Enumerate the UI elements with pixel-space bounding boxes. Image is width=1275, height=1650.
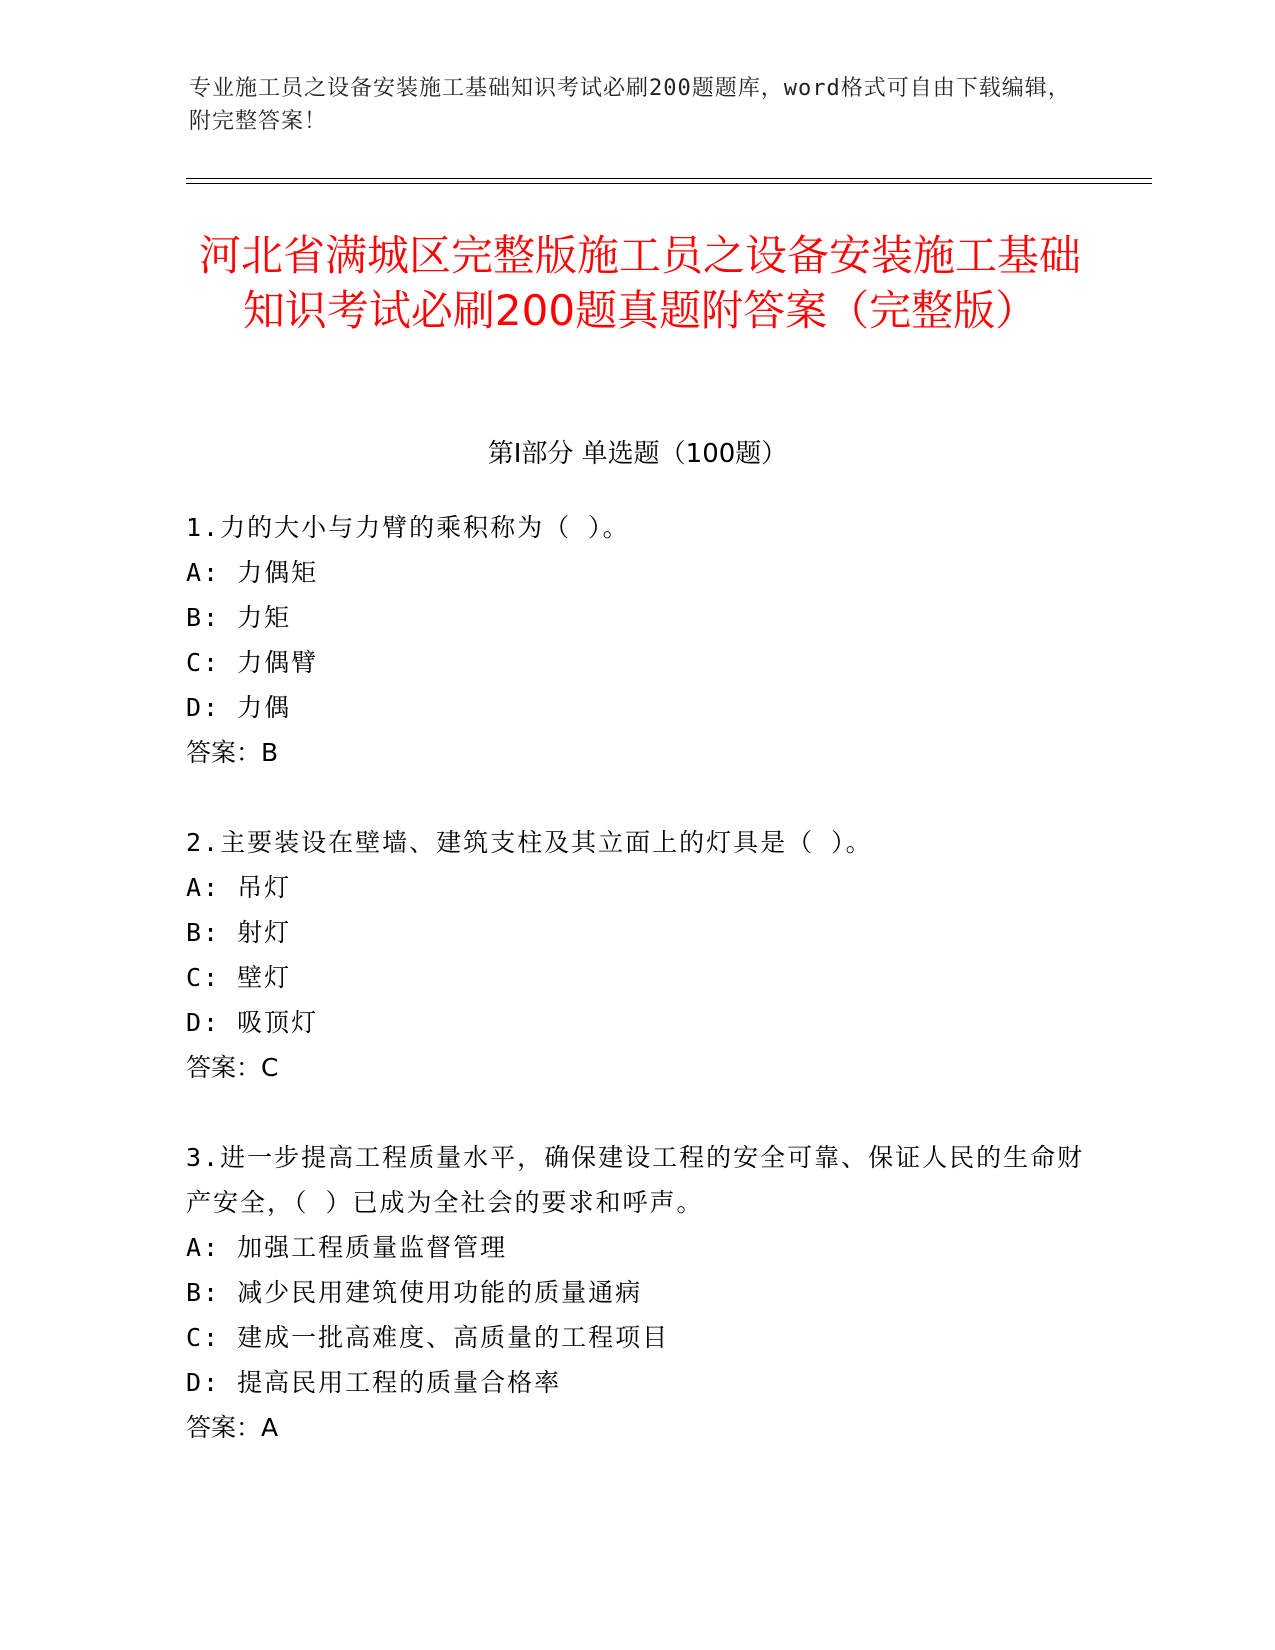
answer: 答案：C <box>186 1053 279 1082</box>
option-b: B: 射灯 <box>186 918 292 947</box>
option-d: D: 力偶 <box>186 693 292 722</box>
option-a: A: 加强工程质量监督管理 <box>186 1233 508 1262</box>
option-a: A: 吊灯 <box>186 873 292 902</box>
header-note: 专业施工员之设备安装施工基础知识考试必刷200题题库，word格式可自由下载编辑，附完整答案！ <box>189 76 1071 134</box>
option-c: C: 建成一批高难度、高质量的工程项目 <box>186 1323 670 1352</box>
question-2 <box>186 820 1086 1090</box>
question-stem: 2.主要装设在壁墙、建筑支柱及其立面上的灯具是（ ）。 <box>186 828 873 857</box>
option-d: D: 提高民用工程的质量合格率 <box>186 1368 562 1397</box>
section-heading: 第Ⅰ部分 单选题（100题） <box>487 439 788 469</box>
question-3 <box>186 1135 1086 1450</box>
question-stem: 1.力的大小与力臂的乘积称为（ ）。 <box>186 513 630 542</box>
answer: 答案：B <box>186 738 279 767</box>
option-d: D: 吸顶灯 <box>186 1008 319 1037</box>
question-1 <box>186 505 1086 775</box>
option-b: B: 力矩 <box>186 603 292 632</box>
document-title: 河北省满城区完整版施工员之设备安装施工基础知识考试必刷200题真题附答案（完整版） <box>198 231 1081 335</box>
option-b: B: 减少民用建筑使用功能的质量通病 <box>186 1278 643 1307</box>
answer: 答案：A <box>186 1413 279 1442</box>
header-divider-top <box>186 178 1152 179</box>
option-c: C: 壁灯 <box>186 963 292 992</box>
question-stem: 3.进一步提高工程质量水平，确保建设工程的安全可靠、保证人民的生命财产安全，（ ）已成为全社会的要求和呼声。 <box>186 1143 1085 1217</box>
header-divider-bottom <box>186 183 1152 184</box>
option-c: C: 力偶臂 <box>186 648 319 677</box>
option-a: A: 力偶矩 <box>186 558 319 587</box>
